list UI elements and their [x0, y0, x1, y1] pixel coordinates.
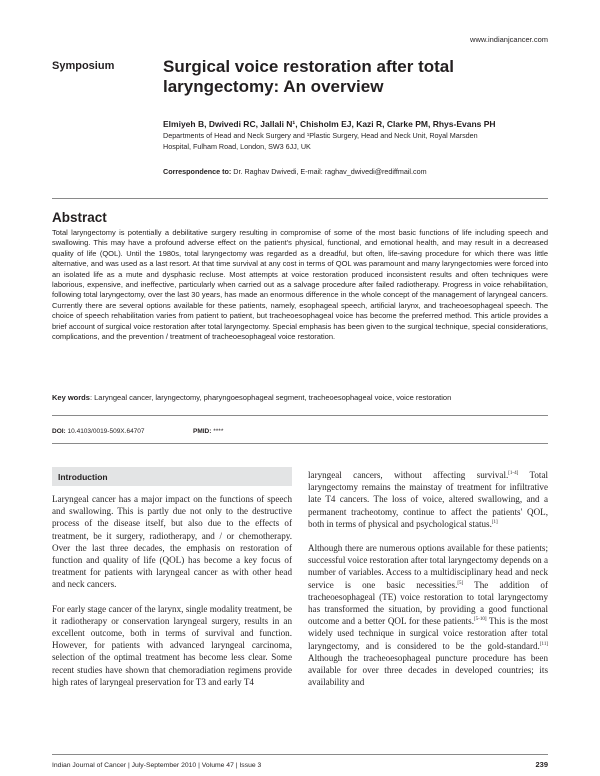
pmid-value: ****	[211, 428, 224, 435]
intro-paragraph-2: For early stage cancer of the larynx, single modality treatment, be it radiotherapy or conservation laryngeal surgery, results in an excellent outcome, both in terms of survival and function. However, for patients with advanced laryngeal carcinoma, selection of the optimal treatment has become less clear. Some recent studies have shown that chemoradiation regimens provide high rates of laryngeal preservation for T3 and early T4	[52, 603, 292, 687]
correspondence	[163, 167, 563, 176]
introduction-heading: Introduction	[52, 467, 292, 486]
divider-footer	[52, 754, 548, 755]
text-run: Although the tracheoesophageal puncture procedure has been available for over three decades in developed countries; its availability and	[308, 652, 548, 688]
correspondence-text: Dr. Raghav Dwivedi, E-mail: raghav_dwivedi@rediffmail.com	[231, 167, 427, 176]
doi-label: DOI:	[52, 428, 66, 435]
text-run: Total laryngectomy remains the mainstay of treatment for infiltrative late T4 cancers. The loss of voice, altered swallowing, and a permanent tracheotomy, continue to affect the patients' QOL, both in terms of physical and psychological status.	[308, 470, 549, 529]
author-list: Elmiyeh B, Dwivedi RC, Jallali N¹, Chisholm EJ, Kazi R, Clarke PM, Rhys-Evans PH	[163, 119, 496, 129]
text-run: The addition of tracheoesophageal (TE) voice restoration to total laryngectomy has transformed the situation, by providing a good functional outcome and a better QOL for these patients.	[308, 579, 548, 627]
text-column-right	[308, 469, 548, 700]
pmid-label: PMID:	[193, 428, 212, 435]
doi-value: 10.4103/0019-509X.64707	[65, 428, 145, 435]
keywords-text: : Laryngeal cancer, laryngectomy, pharyngoesophageal segment, tracheoesophageal voice, voice restoration	[89, 393, 452, 402]
text-run: laryngeal cancers, without affecting survival.	[308, 470, 509, 480]
pmid	[193, 428, 223, 435]
journal-url: www.indianjcancer.com	[470, 35, 548, 44]
citation: [11]	[539, 641, 548, 647]
doi	[52, 428, 145, 435]
keywords-label: Key words	[52, 393, 90, 402]
citation: [1]	[491, 519, 498, 525]
citation: [5-10]	[474, 617, 487, 623]
page-number: 239	[535, 760, 548, 769]
intro-paragraph-4	[308, 542, 548, 688]
affiliation-line-1: Departments of Head and Neck Surgery and ¹Plastic Surgery, Head and Neck Unit, Royal Marsden	[163, 131, 478, 140]
abstract-body: Total laryngectomy is potentially a debilitative surgery resulting in compromise of some of the most basic functions of life including speech and swallowing. This may have a profound adverse effect on the patient's physical, functional, and emotional health, and may result in a decreased quality of life (QOL). Until the 1980s, total laryngectomy was regarded as a dreadful, but often, life-saving procedure for which there was little alternative, and was used as a last resort. At that time survival at any cost in terms of QOL was paramount and many laryngectomies were forced into an isolated life as a mute and dysphasic recluse. Most attempts at voice restoration produced inconsistent results and often techniques were laborious, expensive, and ineffective, particularly when carried out as a salvage procedure after failed radiotherapy. Progress in voice rehabilitation, following total laryngectomy, over the last 30 years, has made an enormous difference in the whole concept of the management of laryngeal cancers. Currently there are several options available for these patients, namely, esophageal speech, artificial larynx, and tracheoesophageal speech. The choice of speech rehabilitation varies from patient to patient, but tracheoesophageal voice has become the preferred method. This article provides a brief account of surgical voice restoration after total laryngectomy. Special emphasis has been given to the surgical technique, special considerations, complications, and the prevention / treatment of tracheoesophageal voice restoration.	[52, 228, 548, 342]
abstract-heading: Abstract	[52, 210, 107, 225]
affiliation-line-2: Hospital, Fulham Road, London, SW3 6JJ, UK	[163, 141, 311, 151]
divider-keywords	[52, 415, 548, 416]
section-label: Symposium	[52, 60, 115, 72]
intro-paragraph-3	[308, 469, 548, 530]
text-run: Although there are numerous options available for these patients; successful voice restoration after total laryngectomy depends on a number of variables. Access to a multidisciplinary head and neck service is one basic necessities.	[308, 543, 548, 590]
affiliation	[163, 131, 563, 152]
correspondence-label: Correspondence to:	[163, 167, 232, 176]
text-column-left	[52, 493, 292, 700]
keywords	[52, 393, 552, 402]
article-title: Surgical voice restoration after total laryngectomy: An overview	[163, 57, 454, 96]
text-run: This is the most widely used technique in surgical voice restoration after total laryngectomy, and is considered to be the gold-standard.	[308, 616, 548, 651]
divider-top	[52, 198, 548, 199]
intro-paragraph-1: Laryngeal cancer has a major impact on the functions of speech and swallowing. This is partly due not only to the destructive process of the disease itself, but also due to the effects of treatment, be it surgery, radiotherapy, and / or chemotherapy. Over the last three decades, the emphasis on restoration of function and quality of life (QOL) has become a key focus of treatment for patients with laryngeal cancer as with other head and neck cancers.	[52, 494, 292, 590]
divider-doi	[52, 443, 548, 444]
citation: [5]	[457, 580, 464, 586]
citation: [1-4]	[508, 470, 519, 476]
footer-journal: Indian Journal of Cancer | July-September 2010 | Volume 47 | Issue 3	[52, 762, 262, 769]
